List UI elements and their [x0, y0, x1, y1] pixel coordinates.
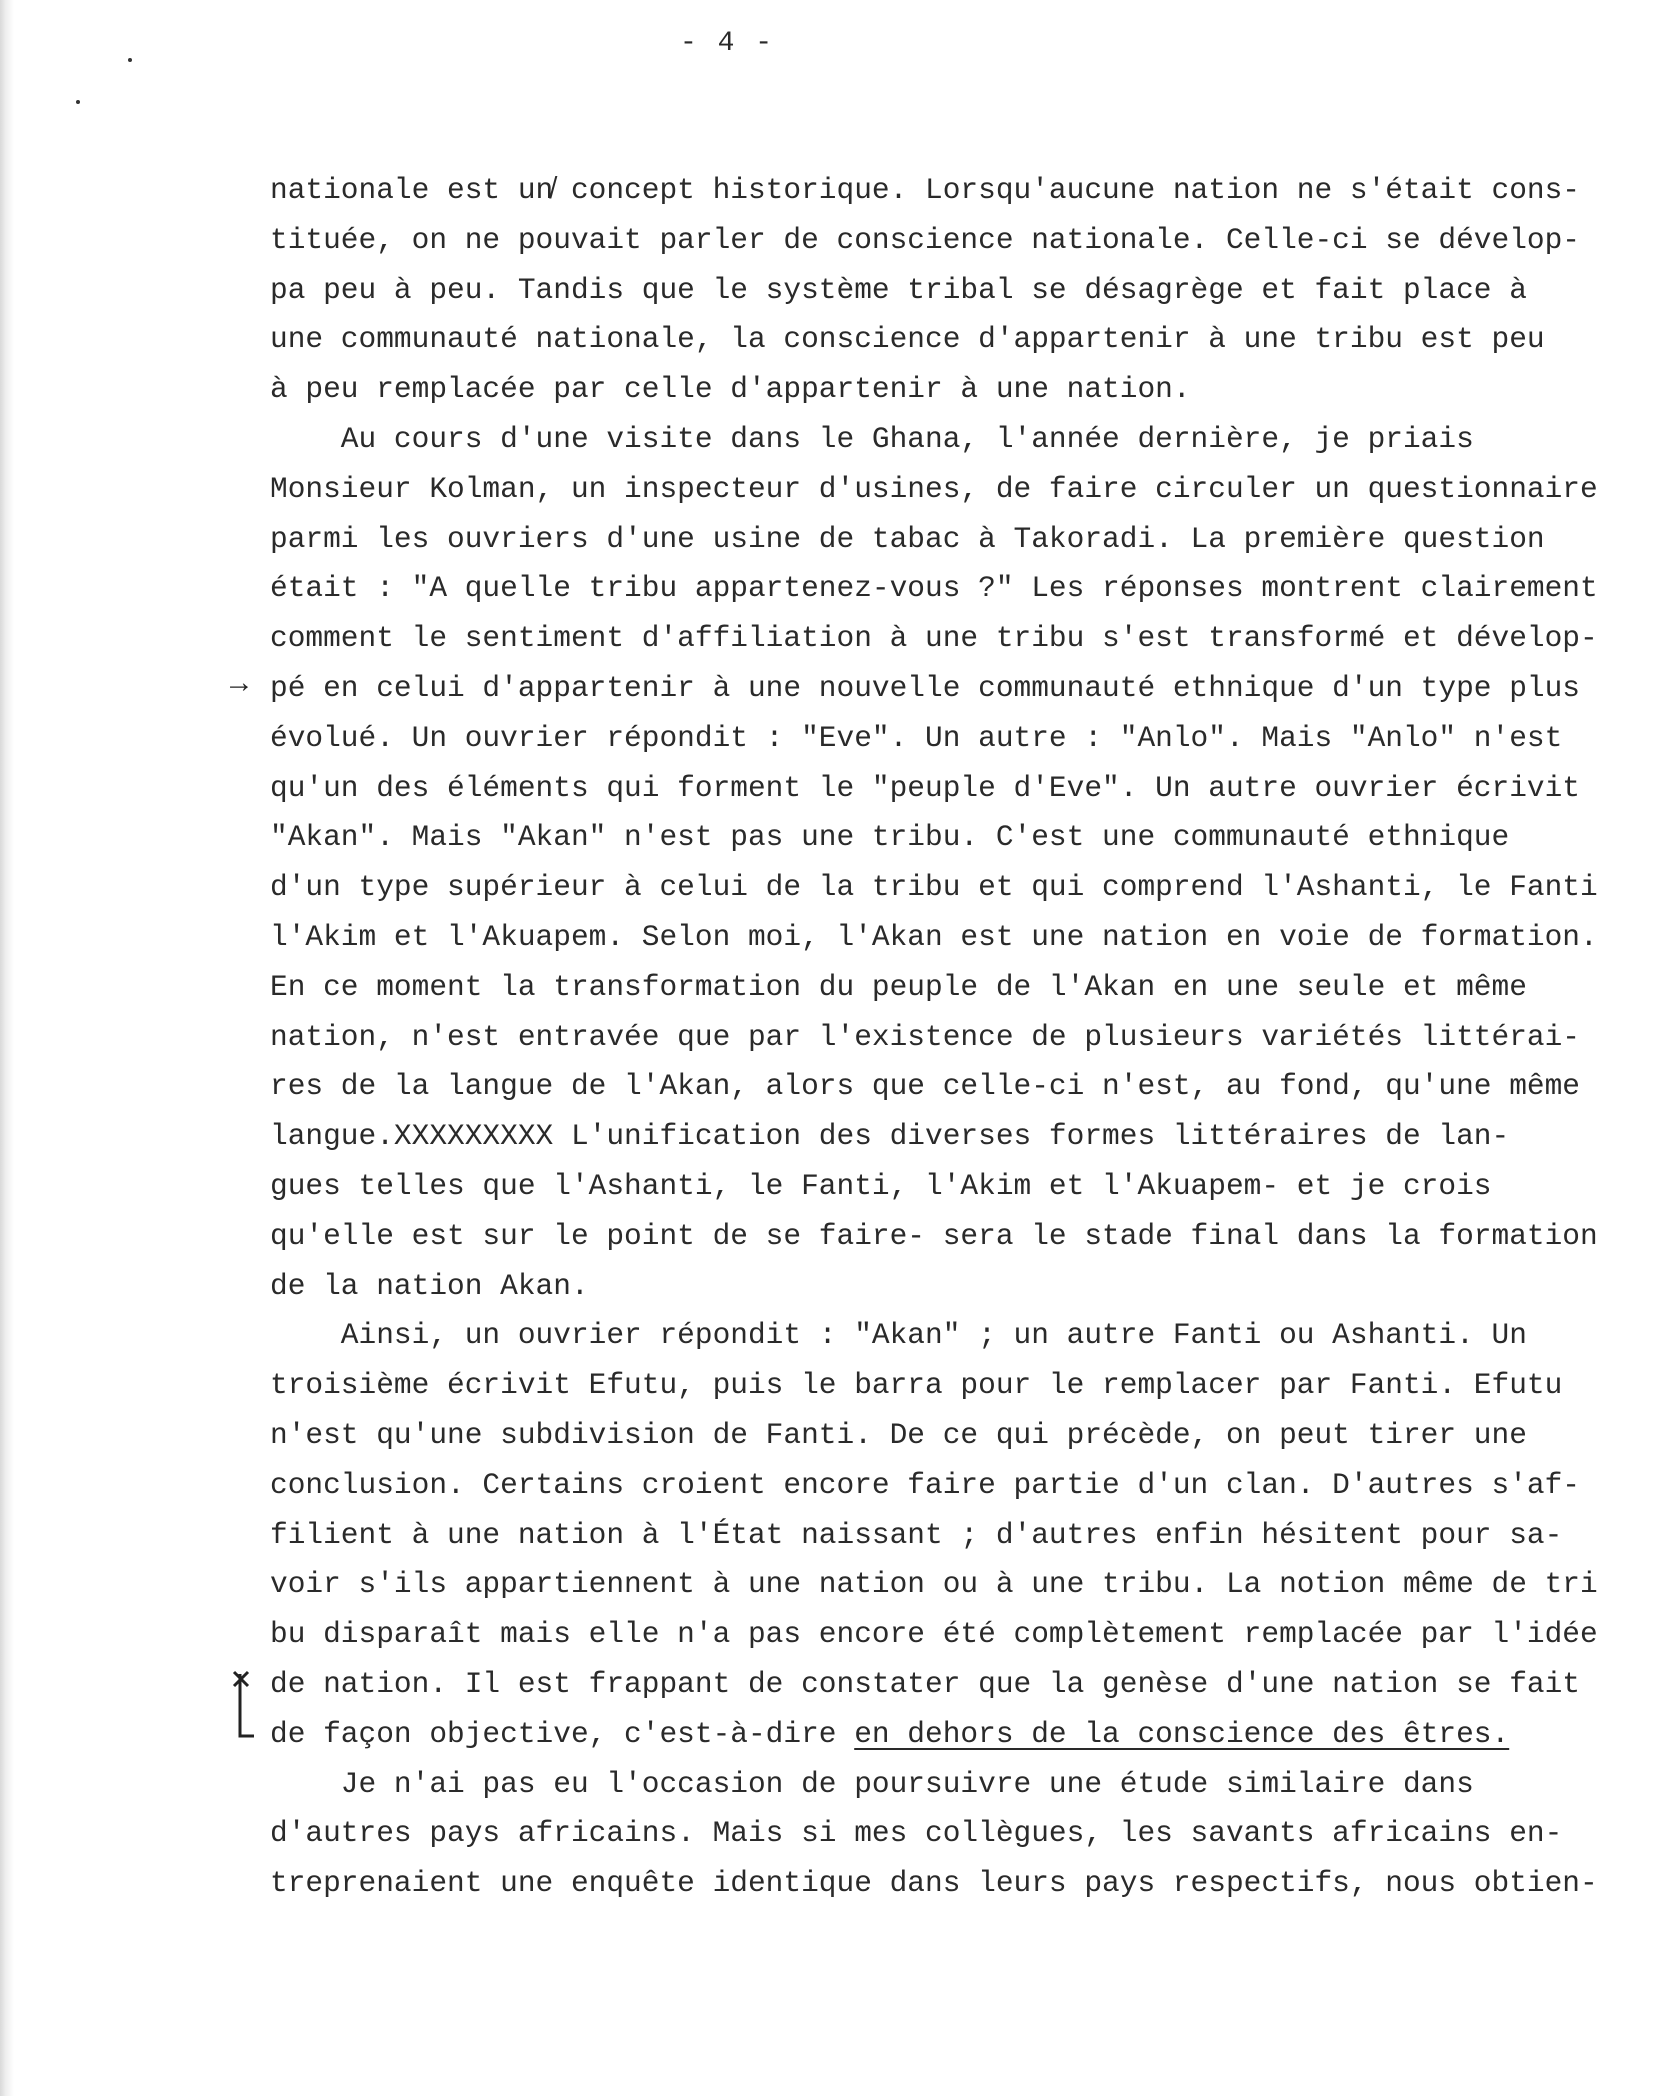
text-line-with-underline: [270, 1710, 1670, 1760]
text-fragment: de façon objective, c'est-à-dire: [270, 1716, 855, 1751]
text-line: pé en celui d'appartenir à une nouvelle communauté ethnique d'un type plus: [270, 670, 1581, 705]
text-line: comment le sentiment d'affiliation à une tribu s'est transformé et dévelop-: [270, 621, 1598, 656]
text-line: gues telles que l'Ashanti, le Fanti, l'Akim et l'Akuapem- et je crois: [270, 1168, 1492, 1203]
text-line: Monsieur Kolman, un inspecteur d'usines, de faire circuler un questionnaire: [270, 471, 1598, 506]
page-number: - 4 -: [680, 28, 775, 59]
text-line: filient à une nation à l'État naissant ; d'autres enfin hésitent pour sa-: [270, 1517, 1563, 1552]
text-line: de nation. Il est frappant de constater que la genèse d'une nation se fait: [270, 1666, 1581, 1701]
text-line: pa peu à peu. Tandis que le système tribal se désagrège et fait place à: [270, 272, 1527, 307]
text-line: une communauté nationale, la conscience d'appartenir à une tribu est peu: [270, 322, 1545, 357]
text-line: parmi les ouvriers d'une usine de tabac à Takoradi. La première question: [270, 521, 1545, 556]
scan-speck: [76, 100, 80, 104]
margin-bracket-icon: [228, 1664, 258, 1744]
body-text: [270, 166, 1670, 1909]
text-line: évolué. Un ouvrier répondit : "Eve". Un autre : "Anlo". Mais "Anlo" n'est: [270, 720, 1563, 755]
text-line: "Akan". Mais "Akan" n'est pas une tribu. C'est une communauté ethnique: [270, 820, 1510, 855]
text-line: qu'un des éléments qui forment le "peuple d'Eve". Un autre ouvrier écrivit: [270, 770, 1581, 805]
margin-arrow-icon: →: [230, 668, 249, 702]
text-line: à peu remplacée par celle d'appartenir à une nation.: [270, 372, 1191, 407]
text-line: qu'elle est sur le point de se faire- sera le stade final dans la formation: [270, 1218, 1598, 1253]
text-line: n'est qu'une subdivision de Fanti. De ce qui précède, on peut tirer une: [270, 1417, 1527, 1452]
text-line: tituée, on ne pouvait parler de conscience nationale. Celle-ci se dévelop-: [270, 222, 1581, 257]
text-line: était : "A quelle tribu appartenez-vous ?" Les réponses montrent clairement: [270, 571, 1598, 606]
text-line: voir s'ils appartiennent à une nation ou à une tribu. La notion même de tri: [270, 1567, 1598, 1602]
text-line: conclusion. Certains croient encore faire partie d'un clan. D'autres s'af-: [270, 1467, 1581, 1502]
text-line: troisième écrivit Efutu, puis le barra pour le remplacer par Fanti. Efutu: [270, 1368, 1563, 1403]
text-line: l'Akim et l'Akuapem. Selon moi, l'Akan est une nation en voie de formation.: [270, 919, 1598, 954]
text-line: treprenaient une enquête identique dans leurs pays respectifs, nous obtien-: [270, 1866, 1598, 1901]
text-line: de la nation Akan.: [270, 1268, 589, 1303]
text-line: nation, n'est entravée que par l'existence de plusieurs variétés littérai-: [270, 1019, 1581, 1054]
paragraph-start-line: Au cours d'une visite dans le Ghana, l'année dernière, je priais: [270, 421, 1474, 456]
scan-edge: [0, 0, 14, 2096]
text-line: d'un type supérieur à celui de la tribu et qui comprend l'Ashanti, le Fanti: [270, 870, 1598, 905]
text-line: d'autres pays africains. Mais si mes collègues, les savants africains en-: [270, 1816, 1563, 1851]
underlined-phrase: en dehors de la conscience des êtres.: [854, 1716, 1510, 1751]
text-line: bu disparaît mais elle n'a pas encore été complètement remplacée par l'idée: [270, 1617, 1598, 1652]
text-line: nationale est un̸ concept historique. Lorsqu'aucune nation ne s'était cons-: [270, 173, 1581, 207]
text-line: res de la langue de l'Akan, alors que celle-ci n'est, au fond, qu'une même: [270, 1069, 1581, 1104]
paragraph-start-line: Ainsi, un ouvrier répondit : "Akan" ; un autre Fanti ou Ashanti. Un: [270, 1318, 1527, 1353]
text-line: En ce moment la transformation du peuple de l'Akan en une seule et même: [270, 969, 1527, 1004]
paragraph-start-line: Je n'ai pas eu l'occasion de poursuivre une étude similaire dans: [270, 1766, 1474, 1801]
text-line: langue.XXXXXXXXX L'unification des diverses formes littéraires de lan-: [270, 1119, 1510, 1154]
scan-speck: [128, 58, 132, 62]
